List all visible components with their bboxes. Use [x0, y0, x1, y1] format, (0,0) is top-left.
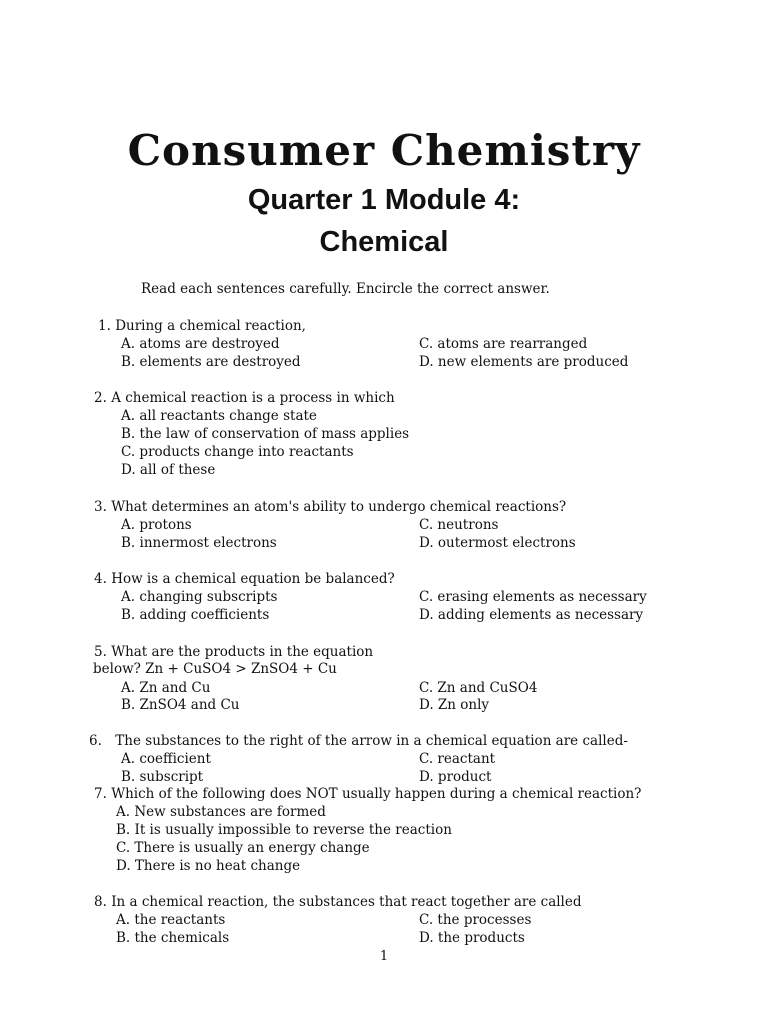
choice-4a[interactable]: A. changing subscripts: [121, 589, 278, 605]
question-text: A chemical reaction is a process in which: [111, 390, 395, 406]
choice-5d[interactable]: D. Zn only: [419, 697, 490, 713]
page-title: Consumer Chemistry: [127, 126, 641, 175]
question-2: [94, 390, 395, 406]
page-number: 1: [379, 949, 389, 964]
question-6: [89, 733, 628, 749]
choice-3a[interactable]: A. protons: [121, 517, 192, 533]
question-number: 2.: [94, 390, 107, 406]
question-number: 4.: [94, 571, 107, 587]
question-text: How is a chemical equation be balanced?: [111, 571, 395, 587]
choice-7d[interactable]: D. There is no heat change: [116, 858, 301, 874]
choice-7c[interactable]: C. There is usually an energy change: [116, 840, 370, 856]
question-number: 5.: [94, 644, 107, 660]
instructions: Read each sentences carefully. Encircle the correct answer.: [141, 281, 550, 297]
choice-4b[interactable]: B. adding coefficients: [121, 607, 270, 623]
question-text: The substances to the right of the arrow in a chemical equation are called-: [115, 733, 628, 749]
choice-2d[interactable]: D. all of these: [121, 462, 216, 478]
choice-6b[interactable]: B. subscript: [121, 769, 204, 785]
question-number: 6.: [89, 733, 102, 749]
choice-4c[interactable]: C. erasing elements as necessary: [419, 589, 647, 605]
choice-3b[interactable]: B. innermost electrons: [121, 535, 277, 551]
choice-5b[interactable]: B. ZnSO4 and Cu: [121, 697, 240, 713]
question-1: [98, 318, 306, 334]
choice-3c[interactable]: C. neutrons: [419, 517, 499, 533]
choice-3d[interactable]: D. outermost electrons: [419, 535, 576, 551]
choice-7b[interactable]: B. It is usually impossible to reverse the reaction: [116, 822, 452, 838]
choice-2b[interactable]: B. the law of conservation of mass applies: [121, 426, 410, 442]
choice-8a[interactable]: A. the reactants: [116, 912, 226, 928]
choice-6c[interactable]: C. reactant: [419, 751, 496, 767]
choice-6d[interactable]: D. product: [419, 769, 492, 785]
choice-5a[interactable]: A. Zn and Cu: [121, 680, 211, 696]
choice-1d[interactable]: D. new elements are produced: [419, 354, 629, 370]
choice-7a[interactable]: A. New substances are formed: [116, 804, 326, 820]
choice-2c[interactable]: C. products change into reactants: [121, 444, 354, 460]
choice-8b[interactable]: B. the chemicals: [116, 930, 230, 946]
question-7: [94, 786, 641, 802]
question-3: [94, 499, 566, 515]
question-text: What determines an atom's ability to undergo chemical reactions?: [111, 499, 567, 515]
question-5: [94, 644, 373, 660]
page-subtitle-line2: Chemical: [319, 226, 449, 258]
question-text: In a chemical reaction, the substances that react together are called: [111, 894, 582, 910]
choice-1c[interactable]: C. atoms are rearranged: [419, 336, 588, 352]
question-number: 3.: [94, 499, 107, 515]
question-text: Which of the following does NOT usually happen during a chemical reaction?: [111, 786, 642, 802]
choice-2a[interactable]: A. all reactants change state: [121, 408, 317, 424]
question-5-line2: below? Zn + CuSO4 > ZnSO4 + Cu: [93, 661, 337, 677]
choice-8c[interactable]: C. the processes: [419, 912, 532, 928]
choice-8d[interactable]: D. the products: [419, 930, 525, 946]
question-number: 7.: [94, 786, 107, 802]
question-8: [94, 894, 582, 910]
choice-1b[interactable]: B. elements are destroyed: [121, 354, 301, 370]
page-subtitle-line1: Quarter 1 Module 4:: [247, 184, 521, 216]
choice-5c[interactable]: C. Zn and CuSO4: [419, 680, 538, 696]
question-text: What are the products in the equation: [111, 644, 374, 660]
question-number: 1.: [98, 318, 111, 334]
choice-4d[interactable]: D. adding elements as necessary: [419, 607, 644, 623]
question-number: 8.: [94, 894, 107, 910]
question-4: [94, 571, 395, 587]
question-text: During a chemical reaction,: [115, 318, 306, 334]
choice-6a[interactable]: A. coefficient: [121, 751, 211, 767]
choice-1a[interactable]: A. atoms are destroyed: [121, 336, 280, 352]
